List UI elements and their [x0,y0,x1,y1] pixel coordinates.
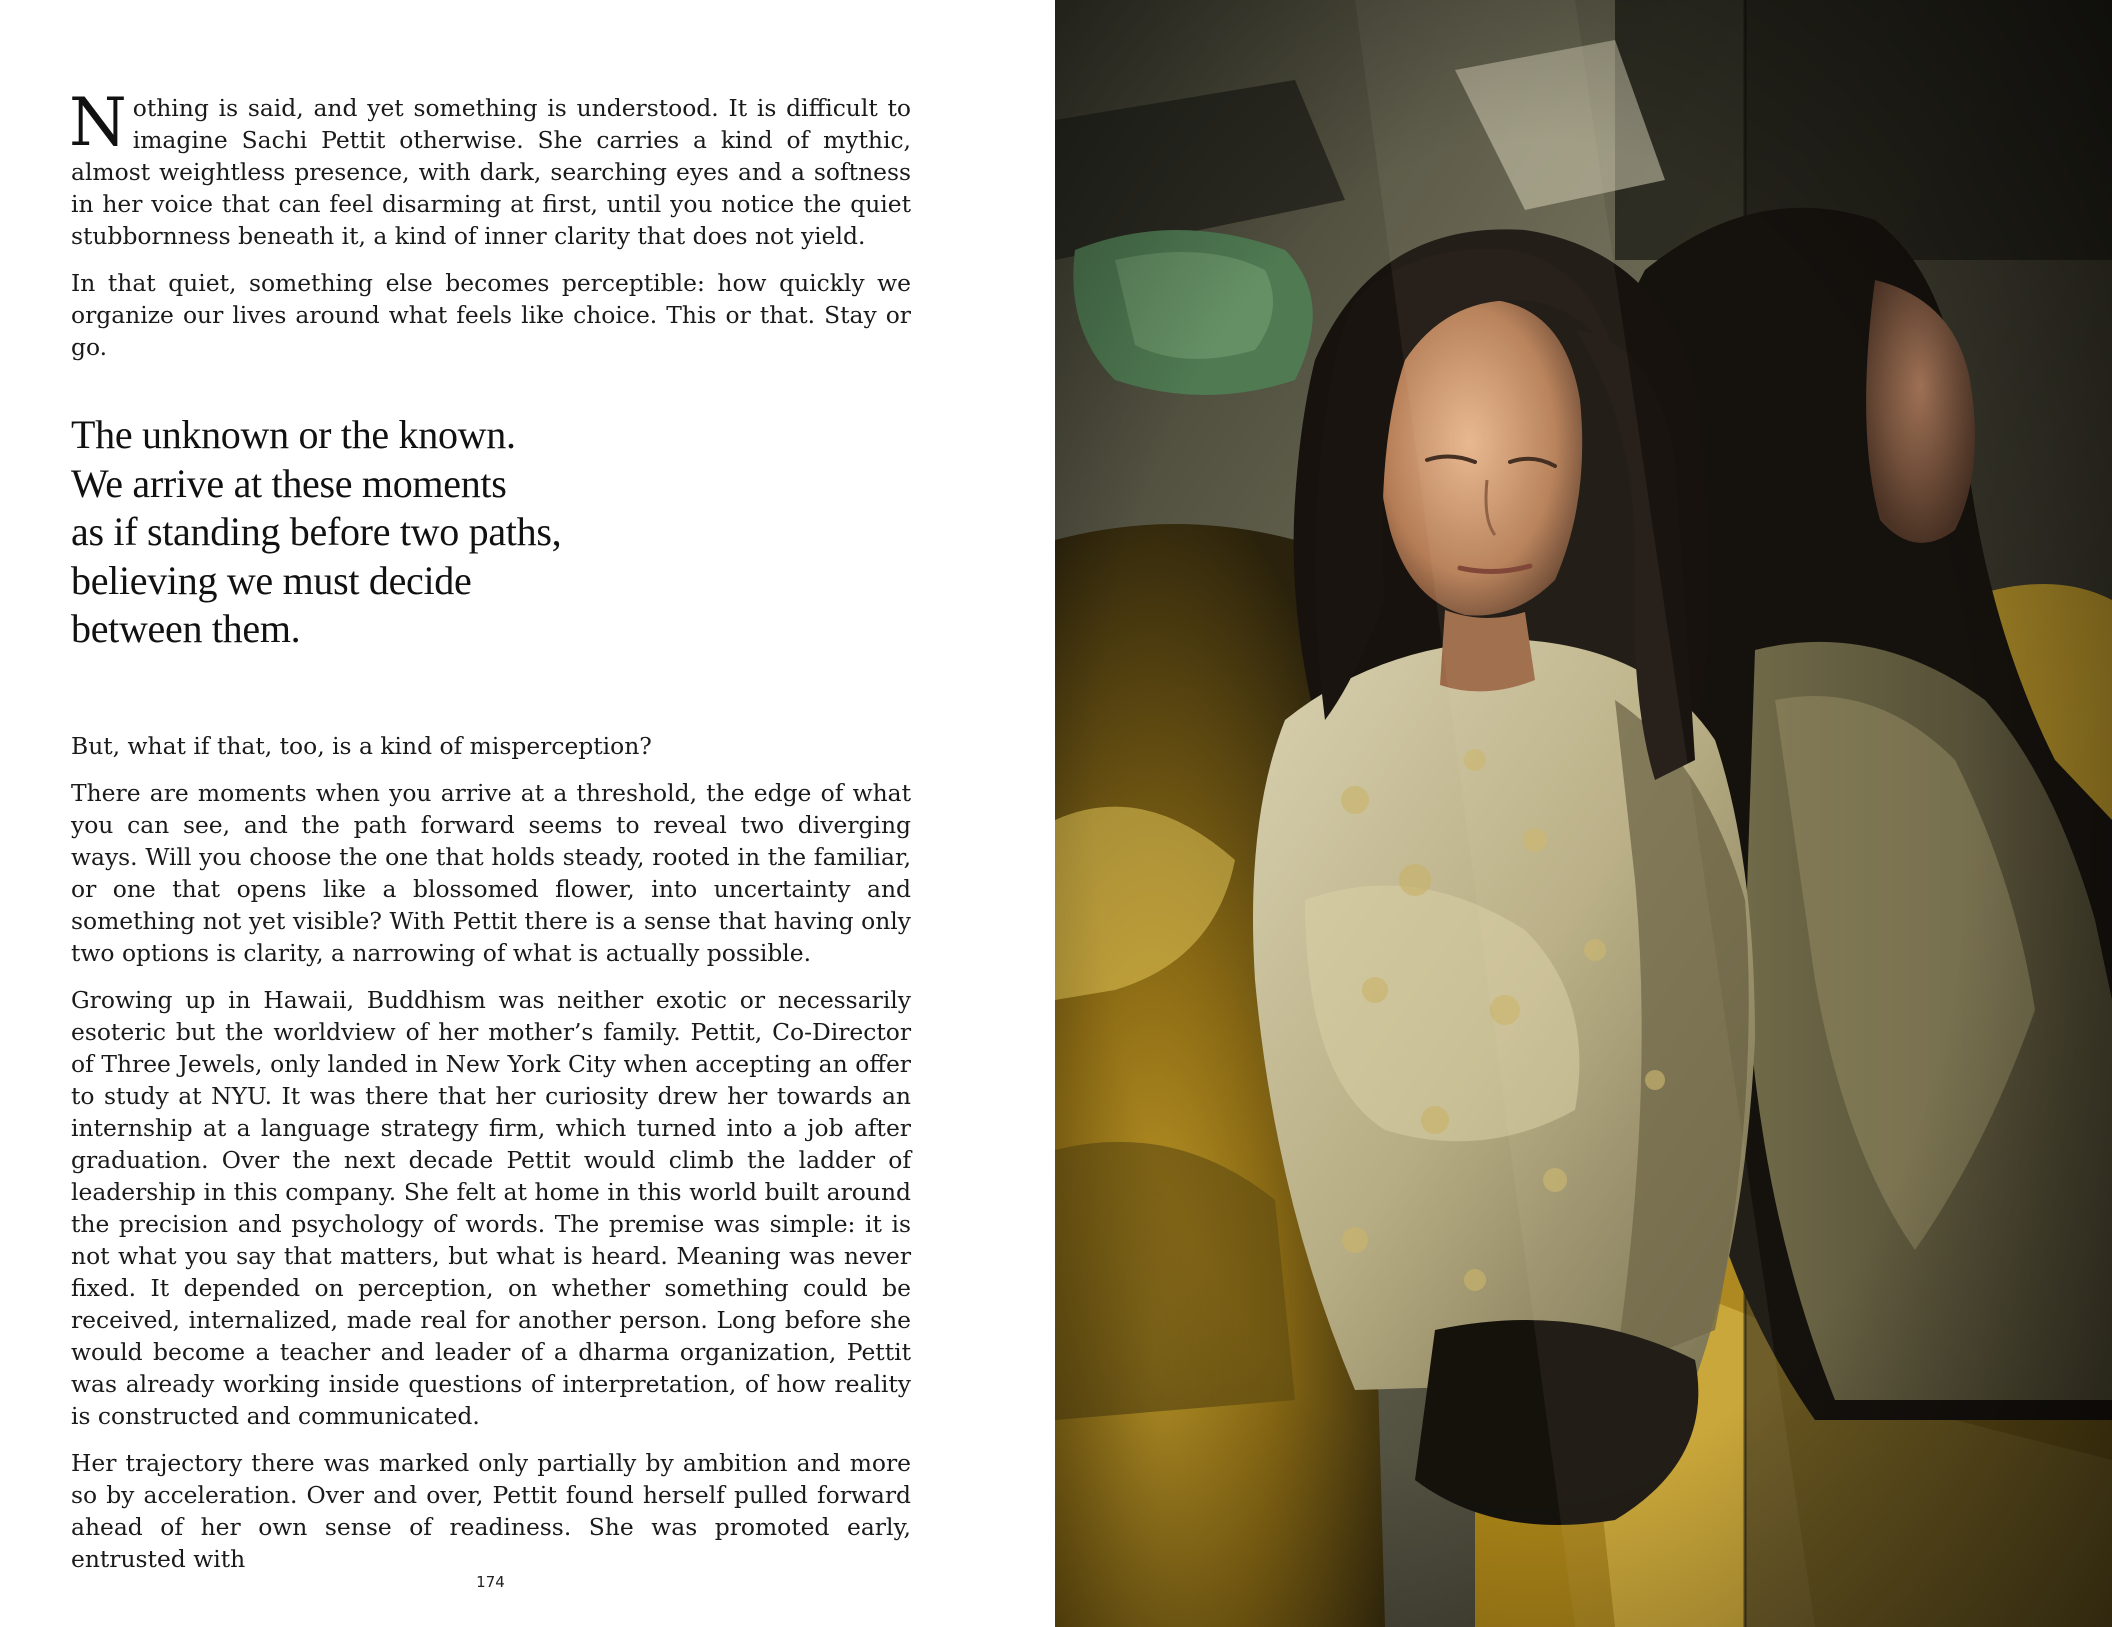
pull-quote-line: The unknown or the known. [71,412,516,457]
portrait-photo [1055,0,2112,1627]
paragraph-6: Her trajectory there was marked only partially by ambition and more so by acceleration. Over and over, Pettit found herself pulled forward ahead of her own sense of readiness. She was promoted early, entrusted with [71,1448,911,1573]
paragraph-4: There are moments when you arrive at a threshold, the edge of what you can see, and the path forward seems to reveal two diverging ways. Will you choose the one that holds steady, rooted in the familiar, or one that opens like a blossomed flower, into uncertainty and something not yet visible? With Pettit there is a sense that having only two options is clarity, a narrowing of what is actually possible. [71,778,911,967]
page-number: 174 [476,1573,505,1591]
paragraph-5: Growing up in Hawaii, Buddhism was neither exotic or necessarily esoteric but the worldview of her mother’s family. Pettit, Co-Director of Three Jewels, only landed in New York City when accepting an offer to study at NYU. It was there that her curiosity drew her towards an internship at a language strategy firm, which turned into a job after graduation. Over the next decade Pettit would climb the ladder of leadership in this company. She felt at home in this world built around the precision and psychology of words. The premise was simple: it is not what you say that matters, but what is heard. Meaning was never fixed. It depended on perception, on whether something could be received, internalized, made real for another person. Long before she would become a teacher and leader of a dharma organization, Pettit was already working inside questions of interpretation, of how reality is constructed and communicated. [71,985,911,1430]
pull-quote-line: believing we must decide [71,557,472,603]
pull-quote-line: We arrive at these moments [71,460,507,506]
article-body [69,84,911,1590]
left-page [0,0,1055,1627]
drop-cap: N [69,84,127,161]
paragraph-3: But, what if that, too, is a kind of misperception? [71,731,652,760]
pull-quote-line: between them. [71,606,301,651]
paragraph-1 [69,84,911,252]
pull-quote-line: as if standing before two paths, [71,509,562,554]
paragraph-1-text: othing is said, and yet something is understood. It is difficult to imagine Sachi Pettit otherwise. She carries a kind of mythic, almost weightless presence, with dark, searching eyes and a softness in her voice that can feel disarming at first, until you notice the quiet stubbornness beneath it, a kind of inner clarity that does not yield. [71,94,911,250]
pull-quote [71,411,911,654]
right-page-photo [1055,0,2112,1627]
paragraph-2: In that quiet, something else becomes perceptible: how quickly we organize our lives around what feels like choice. This or that. Stay or go. [71,269,911,361]
